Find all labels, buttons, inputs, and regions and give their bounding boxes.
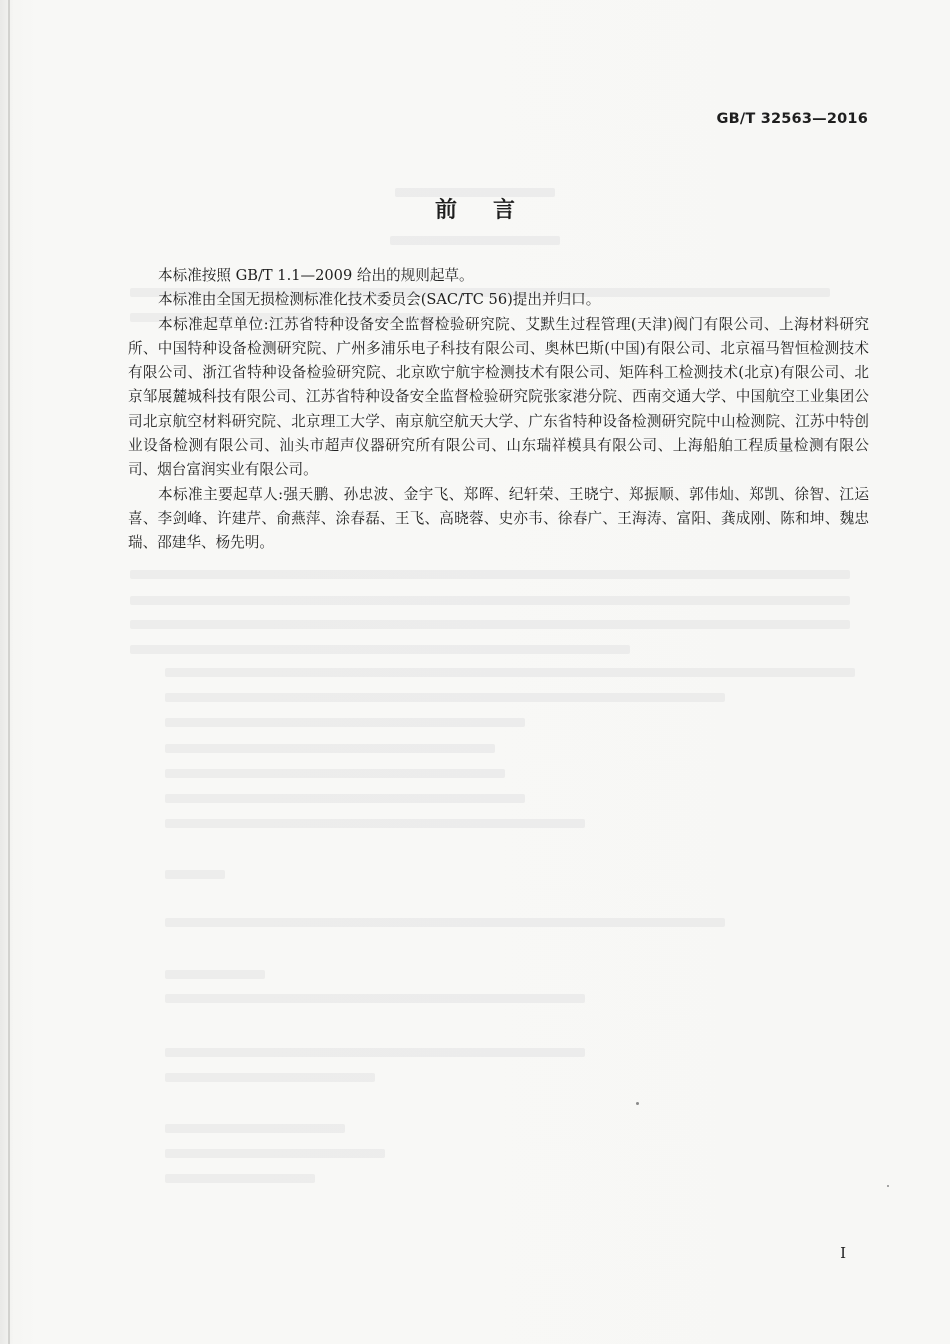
bleed-through-mark [165, 970, 265, 979]
bleed-through-mark [165, 1073, 375, 1082]
paper-speck [636, 1102, 639, 1105]
bleed-through-mark [165, 794, 525, 803]
bleed-through-mark [165, 870, 225, 879]
bleed-through-mark [165, 668, 855, 677]
foreword-body [128, 264, 869, 556]
paragraph-drafters: 本标准主要起草人:强天鹏、孙忠波、金宇飞、郑晖、纪轩荣、王晓宁、郑振顺、郭伟灿、郑凯、徐智、江运喜、李剑峰、许建芹、俞燕萍、涂春磊、王飞、高晓蓉、史亦韦、徐春广、王海涛、富阳、龚成刚、陈和坤、魏忠瑞、邵建华、杨先明。 [128, 485, 869, 552]
bleed-through-mark [130, 570, 850, 579]
bleed-through-mark [165, 819, 585, 828]
paragraph-drafting-rules: 本标准按照 GB/T 1.1—2009 给出的规则起草。 [158, 267, 474, 284]
bleed-through-mark [165, 918, 725, 927]
section-title: 前言 [434, 198, 551, 223]
bleed-through-mark [165, 744, 495, 753]
bleed-through-mark [165, 994, 585, 1003]
bleed-through-mark [165, 1174, 315, 1183]
bleed-through-mark [165, 1149, 385, 1158]
paragraph-drafting-units: 本标准起草单位:江苏省特种设备安全监督检验研究院、艾默生过程管理(天津)阀门有限公司、上海材料研究所、中国特种设备检测研究院、广州多浦乐电子科技有限公司、奥林巴斯(中国)有限公司、北京福马智恒检测技术有限公司、浙江省特种设备检验研究院、北京欧宁航宇检测技术有限公司、矩阵科工检测技术(北京)有限公司、北京邹展麓城科技有限公司、江苏省特种设备安全监督检验研究院张家港分院、西南交通大学、中国航空工业集团公司北京航空材料研究院、北京理工大学、南京航空航天大学、广东省特种设备检测研究院中山检测院、江苏中特创业设备检测有限公司、汕头市超声仪器研究所有限公司、山东瑞祥模具有限公司、上海船舶工程质量检测有限公司、烟台富润实业有限公司。 [128, 315, 869, 479]
bleed-through-mark [130, 645, 630, 654]
standard-number: GB/T 32563—2016 [716, 111, 868, 127]
bleed-through-mark [130, 596, 850, 605]
paragraph-proposer: 本标准由全国无损检测标准化技术委员会(SAC/TC 56)提出并归口。 [158, 291, 601, 309]
bleed-through-mark [165, 693, 725, 702]
page-number: I [840, 1244, 846, 1262]
bleed-through-mark [390, 236, 560, 245]
bleed-through-mark [165, 1124, 345, 1133]
bleed-through-mark [165, 1048, 585, 1057]
bleed-through-mark [165, 718, 525, 727]
paper-speck [887, 1185, 889, 1187]
bleed-through-mark [130, 620, 850, 629]
bleed-through-mark [165, 769, 505, 778]
